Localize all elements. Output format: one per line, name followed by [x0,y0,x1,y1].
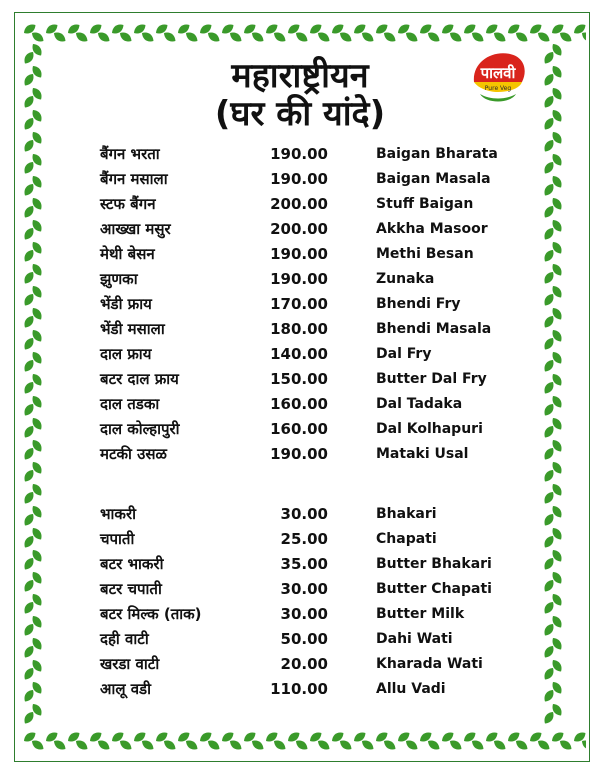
menu-item-english: Dal Tadaka [376,396,463,412]
menu-item-row [0,677,606,701]
menu-item-price: 180.00 [270,320,328,338]
menu-item-price: 30.00 [280,605,328,623]
menu-item-english: Chapati [376,531,437,547]
leaf-icon [22,468,36,484]
leaf-icon [448,738,464,752]
menu-item-marathi: बैंगन मसाला [100,170,168,188]
menu-item-marathi: दही वाटी [100,630,149,648]
menu-item-english: Dahi Wati [376,631,453,647]
leaf-icon [558,738,574,752]
menu-subtitle: (घर की यांदे) [214,94,386,134]
menu-item-row [0,142,606,166]
leaf-icon [338,30,354,44]
leaf-icon [22,50,36,66]
leaf-border-top [20,20,586,46]
leaf-icon [470,30,486,44]
leaf-icon [316,30,332,44]
menu-item-marathi: चपाती [100,530,135,548]
leaf-icon [22,72,36,88]
leaf-icon [96,738,112,752]
menu-item-english: Methi Besan [376,246,474,262]
leaf-icon [426,738,442,752]
leaf-icon [22,710,36,726]
menu-item-english: Dal Fry [376,346,432,362]
leaf-icon [206,30,222,44]
menu-item-marathi: झुणका [100,270,138,288]
leaf-icon [404,30,420,44]
leaf-icon [162,738,178,752]
menu-item-marathi: बटर चपाती [100,580,162,598]
menu-item-price: 25.00 [280,530,328,548]
menu-item-english: Bhakari [376,506,437,522]
leaf-icon [228,30,244,44]
menu-item-english: Akkha Masoor [376,221,488,237]
menu-item-marathi: दाल तडका [100,395,160,413]
menu-item-row [0,527,606,551]
menu-item-price: 20.00 [280,655,328,673]
menu-item-marathi: बटर दाल फ्राय [100,370,179,388]
leaf-icon [514,30,530,44]
logo-name: पालवी [480,64,516,82]
leaf-icon [96,30,112,44]
leaf-icon [294,738,310,752]
menu-item-english: Mataki Usal [376,446,469,462]
menu-item-english: Butter Chapati [376,581,492,597]
menu-item-english: Dal Kolhapuri [376,421,483,437]
menu-item-price: 30.00 [280,505,328,523]
menu-item-row [0,192,606,216]
menu-item-row [0,167,606,191]
menu-item-row [0,417,606,441]
menu-item-marathi: बटर भाकरी [100,555,164,573]
leaf-icon [382,738,398,752]
leaf-icon [250,30,266,44]
menu-item-price: 190.00 [270,270,328,288]
menu-item-english: Butter Dal Fry [376,371,487,387]
logo-tagline: Pure Veg [484,85,512,92]
menu-item-marathi: दाल फ्राय [100,345,152,363]
menu-item-english: Zunaka [376,271,435,287]
menu-item-price: 110.00 [270,680,328,698]
menu-item-marathi: बटर मिल्क (ताक) [100,605,202,623]
leaf-icon [338,738,354,752]
menu-item-marathi: भेंडी फ्राय [100,295,152,313]
menu-item-row [0,552,606,576]
menu-item-marathi: भाकरी [100,505,136,523]
leaf-icon [404,738,420,752]
menu-item-row [0,627,606,651]
leaf-icon [360,30,376,44]
leaf-icon [360,738,376,752]
leaf-icon [30,738,46,752]
leaf-logo-icon [466,48,530,106]
menu-item-marathi: बैंगन भरता [100,145,160,163]
leaf-icon [206,738,222,752]
menu-item-row [0,267,606,291]
leaf-icon [74,30,90,44]
menu-item-english: Butter Milk [376,606,465,622]
menu-item-price: 170.00 [270,295,328,313]
menu-item-marathi: मटकी उसळ [100,445,167,463]
menu-item-row [0,502,606,526]
menu-item-row [0,392,606,416]
leaf-icon [426,30,442,44]
menu-item-price: 150.00 [270,370,328,388]
leaf-icon [228,738,244,752]
leaf-icon [162,30,178,44]
menu-item-marathi: आख्खा मसुर [100,220,171,238]
leaf-icon [470,738,486,752]
menu-item-english: Butter Bhakari [376,556,492,572]
menu-item-english: Allu Vadi [376,681,446,697]
leaf-icon [52,738,68,752]
menu-item-marathi: दाल कोल्हापुरी [100,420,180,438]
menu-item-row [0,292,606,316]
leaf-icon [514,738,530,752]
leaf-icon [118,738,134,752]
menu-item-row [0,242,606,266]
menu-item-price: 50.00 [280,630,328,648]
leaf-icon [542,468,556,484]
leaf-icon [542,50,556,66]
menu-item-price: 190.00 [270,245,328,263]
menu-item-marathi: खरडा वाटी [100,655,160,673]
leaf-icon [140,738,156,752]
menu-item-price: 140.00 [270,345,328,363]
menu-item-row [0,367,606,391]
menu-item-row [0,317,606,341]
menu-item-price: 35.00 [280,555,328,573]
leaf-icon [542,72,556,88]
menu-item-price: 30.00 [280,580,328,598]
menu-item-english: Bhendi Fry [376,296,461,312]
leaf-border-bottom [20,728,586,754]
leaf-icon [184,30,200,44]
leaf-icon [316,738,332,752]
leaf-icon [542,94,556,110]
leaf-icon [542,710,556,726]
menu-item-row [0,342,606,366]
leaf-icon [140,30,156,44]
leaf-icon [536,738,552,752]
menu-item-english: Baigan Bharata [376,146,498,162]
leaf-icon [272,738,288,752]
leaf-icon [118,30,134,44]
leaf-icon [492,738,508,752]
leaf-icon [250,738,266,752]
menu-item-row [0,577,606,601]
menu-item-english: Kharada Wati [376,656,483,672]
menu-item-price: 190.00 [270,170,328,188]
menu-item-price: 190.00 [270,145,328,163]
leaf-icon [22,116,36,132]
menu-item-row [0,442,606,466]
menu-item-price: 190.00 [270,445,328,463]
menu-item-marathi: मेथी बेसन [100,245,155,263]
leaf-icon [382,30,398,44]
menu-item-price: 200.00 [270,195,328,213]
leaf-icon [542,116,556,132]
leaf-icon [272,30,288,44]
leaf-icon [52,30,68,44]
leaf-icon [448,30,464,44]
menu-item-row [0,652,606,676]
menu-item-price: 160.00 [270,395,328,413]
menu-item-english: Baigan Masala [376,171,491,187]
menu-item-marathi: आलू वडी [100,680,151,698]
leaf-icon [22,94,36,110]
menu-item-english: Bhendi Masala [376,321,492,337]
menu-item-english: Stuff Baigan [376,196,474,212]
menu-item-price: 160.00 [270,420,328,438]
menu-item-marathi: भेंडी मसाला [100,320,165,338]
leaf-icon [492,30,508,44]
menu-item-marathi: स्टफ बैंगन [100,195,156,213]
leaf-icon [184,738,200,752]
menu-title: महाराष्ट्रीयन [231,56,369,96]
menu-item-row [0,602,606,626]
menu-item-row [0,217,606,241]
menu-item-price: 200.00 [270,220,328,238]
leaf-icon [294,30,310,44]
leaf-icon [74,738,90,752]
